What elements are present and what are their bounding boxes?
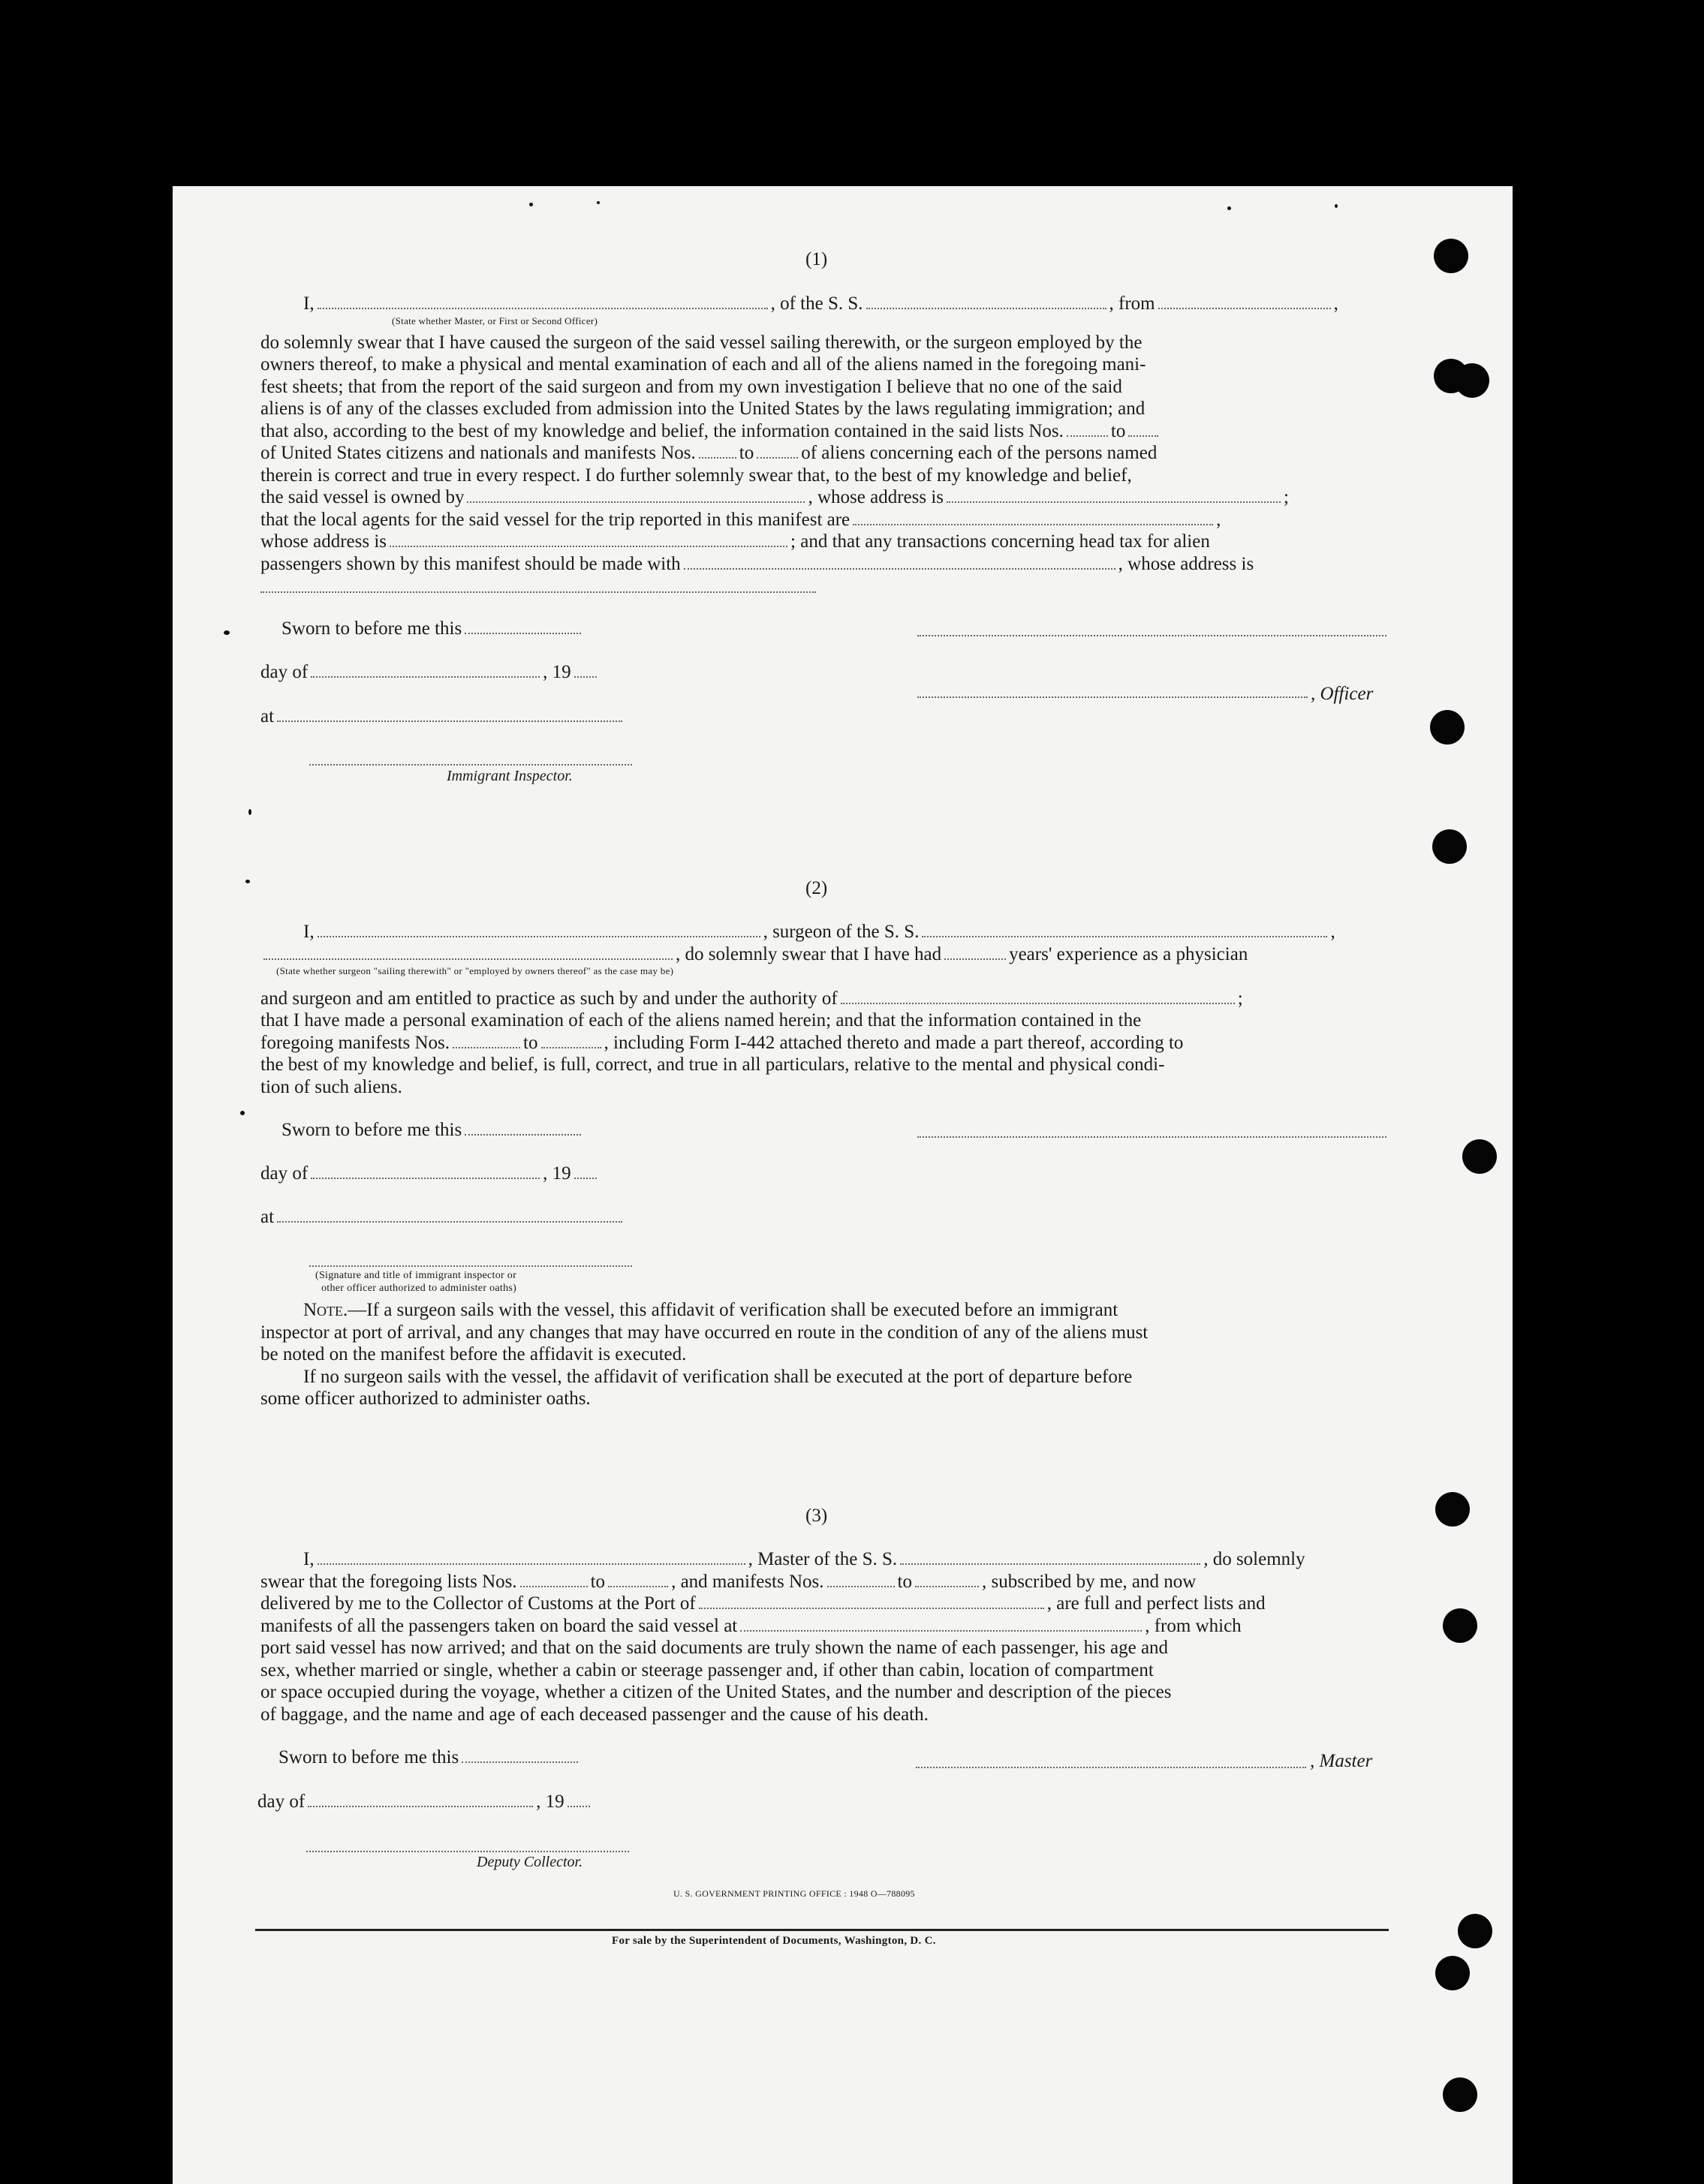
section-1-number: (1) xyxy=(805,249,828,269)
blank-line xyxy=(467,501,805,503)
blank-line xyxy=(922,936,1327,937)
punch-hole xyxy=(1443,2077,1477,2112)
blank-line xyxy=(900,1563,1200,1565)
section-2-number: (2) xyxy=(805,878,828,898)
blank-line xyxy=(567,1806,590,1807)
s1-at-text: at xyxy=(260,706,275,726)
s1-body-3: fest sheets; that from the report of the said surgeon and from my own investigation I believe that no one of the said xyxy=(260,377,1122,397)
s3-line-3 xyxy=(260,1593,1266,1615)
s3-line-2 xyxy=(260,1571,1196,1593)
blank-line xyxy=(462,1761,578,1763)
s2-at xyxy=(260,1206,625,1229)
blank-line xyxy=(263,958,673,960)
s2-line-4: that I have made a personal examination of each of the aliens named herein; and that the information contained in the xyxy=(260,1010,1142,1030)
blank-line xyxy=(915,1586,979,1587)
blank-line xyxy=(520,1586,588,1587)
blank-line xyxy=(277,720,622,722)
blank-line xyxy=(757,457,798,459)
blank-line xyxy=(390,546,787,547)
s1-r11a: passengers shown by this manifest should be made with xyxy=(260,554,681,574)
s3-line-7: or space occupied during the voyage, whether a citizen of the United States, and the number and description of the pieces xyxy=(260,1682,1172,1702)
s2-dayof: day of xyxy=(260,1163,309,1184)
s2-r3b: ; xyxy=(1237,988,1243,1009)
note-label: Note. xyxy=(303,1300,348,1320)
s1-body-8 xyxy=(260,486,1289,509)
s1-body-2: owners thereof, to make a physical and mental examination of each and all of the aliens named in the foregoing mani- xyxy=(260,354,1146,375)
s1-body-1: do solemnly swear that I have caused the surgeon of the said vessel sailing therewith, or the surgeon employed by the xyxy=(260,332,1143,353)
blank-line xyxy=(453,1047,520,1048)
blank-line xyxy=(699,457,736,459)
inspector-signature-line xyxy=(309,1265,632,1267)
master-signature-line xyxy=(916,1767,1306,1768)
s3-i: I, xyxy=(303,1549,315,1569)
s2-swear: , do solemnly swear that I have had xyxy=(676,944,942,964)
speck xyxy=(1335,204,1338,208)
blank-line xyxy=(1158,308,1331,309)
s2-sworn-text: Sworn to before me this xyxy=(281,1120,462,1140)
s3-dayof: day of xyxy=(257,1791,306,1812)
s2-line-1 xyxy=(303,921,1335,943)
s1-r6c: of aliens concerning each of the persons named xyxy=(801,443,1158,463)
s2-sworn xyxy=(281,1119,584,1142)
footer-rule xyxy=(255,1929,1389,1931)
s3-master-of: , Master of the S. S. xyxy=(748,1549,898,1569)
s3-line-4 xyxy=(260,1615,1242,1638)
s1-day xyxy=(260,661,600,684)
s2-note-5: some officer authorized to administer oaths. xyxy=(260,1388,591,1409)
s3-master-label: , Master xyxy=(1310,1751,1373,1771)
s2-r3a: and surgeon and am entitled to practice as such by and under the authority of xyxy=(260,988,838,1009)
s1-r9b: , xyxy=(1216,510,1221,530)
s3-r3b: , are full and perfect lists and xyxy=(1046,1593,1266,1614)
blank-line xyxy=(318,936,760,937)
s3-line-5: port said vessel has now arrived; and that on the said documents are truly shown the name of each passenger, his age and xyxy=(260,1638,1169,1658)
blank-line xyxy=(944,958,1006,960)
s1-body-9 xyxy=(260,509,1221,531)
s3-line-1 xyxy=(303,1548,1305,1571)
blank-line xyxy=(841,1003,1235,1004)
punch-hole xyxy=(1434,239,1468,273)
speck xyxy=(240,1111,245,1115)
blank-line xyxy=(541,1047,601,1048)
blank-line xyxy=(308,1806,533,1807)
s1-of-ss: , of the S. S. xyxy=(770,293,863,314)
s1-sworn xyxy=(281,618,584,640)
s3-r2b: to xyxy=(590,1572,606,1592)
blank-line xyxy=(827,1586,895,1587)
s2-r5b: to xyxy=(523,1033,538,1053)
s3-19: , 19 xyxy=(536,1791,564,1812)
s2-at-text: at xyxy=(260,1207,275,1227)
s3-r2e: , subscribed by me, and now xyxy=(981,1572,1197,1592)
gpo-imprint: U. S. GOVERNMENT PRINTING OFFICE : 1948 O—788095 xyxy=(673,1888,915,1899)
officer-signature-line xyxy=(917,635,1386,636)
s1-body-5 xyxy=(260,420,1161,443)
s3-do-sol: , do solemnly xyxy=(1203,1549,1305,1569)
s2-r5a: foregoing manifests Nos. xyxy=(260,1033,450,1053)
blank-line xyxy=(311,1178,540,1179)
s2-line-3 xyxy=(260,988,1243,1010)
blank-line xyxy=(260,591,816,593)
s2-surgeon: , surgeon of the S. S. xyxy=(763,922,920,942)
s1-from: , from xyxy=(1109,293,1155,314)
s1-r8c: ; xyxy=(1284,487,1289,507)
blank-line xyxy=(277,1221,622,1223)
s1-inspector-label: Immigrant Inspector. xyxy=(447,768,573,784)
s3-r2c: , and manifests Nos. xyxy=(671,1572,824,1592)
s1-i: I, xyxy=(303,293,315,314)
s1-body-5-text: that also, according to the best of my knowledge and belief, the information contained in the said lists Nos. xyxy=(260,421,1064,441)
blank-line xyxy=(866,308,1106,309)
punch-hole xyxy=(1435,1956,1470,1990)
s3-r2d: to xyxy=(897,1572,912,1592)
speck xyxy=(224,630,230,635)
s3-sworn-text: Sworn to before me this xyxy=(278,1747,459,1767)
blank-line xyxy=(947,501,1281,503)
speck xyxy=(529,203,533,206)
s1-officer-note: (State whether Master, or First or Second Officer) xyxy=(392,315,598,326)
blank-line xyxy=(1128,435,1158,437)
s1-r8a: the said vessel is owned by xyxy=(260,487,465,507)
s1-body-11 xyxy=(260,553,1254,576)
s2-line-2 xyxy=(260,943,1248,966)
s1-body-7: therein is correct and true in every respect. I do further solemnly swear that, to the best of my knowledge and belief, xyxy=(260,465,1132,486)
blank-line xyxy=(740,1630,1142,1632)
speck xyxy=(597,201,600,204)
s1-at xyxy=(260,705,625,728)
blank-line xyxy=(318,1563,745,1565)
s2-note-2: inspector at port of arrival, and any changes that may have occurred en route in the condition of any of the aliens must xyxy=(260,1322,1149,1343)
s2-note-3: be noted on the manifest before the affidavit is executed. xyxy=(260,1344,687,1364)
punch-hole xyxy=(1430,710,1465,745)
blank-line xyxy=(853,524,1213,525)
s1-r10b: ; and that any transactions concerning head tax for alien xyxy=(790,531,1210,552)
speck xyxy=(248,809,251,815)
s2-years: years' experience as a physician xyxy=(1009,944,1248,964)
s1-officer-label: , Officer xyxy=(1311,684,1374,704)
surgeon-signature-line xyxy=(917,1136,1386,1138)
s1-r9a: that the local agents for the said vessel for the trip reported in this manifest are xyxy=(260,510,850,530)
s1-line-i xyxy=(303,293,1338,315)
punch-hole xyxy=(1432,829,1467,864)
s2-note-1 xyxy=(303,1299,1118,1322)
form-page xyxy=(173,186,1513,2184)
s2-line-5 xyxy=(260,1032,1183,1054)
punch-hole xyxy=(1455,363,1489,398)
speck xyxy=(245,880,250,883)
s2-line-7: tion of such aliens. xyxy=(260,1077,402,1097)
s1-to: to xyxy=(1110,421,1126,441)
s2-19: , 19 xyxy=(543,1163,571,1184)
punch-hole xyxy=(1458,1914,1492,1948)
s3-day xyxy=(257,1791,593,1813)
punch-hole xyxy=(1462,1139,1497,1174)
s3-r4a: manifests of all the passengers taken on board the said vessel at xyxy=(260,1616,738,1636)
punch-hole xyxy=(1435,1492,1470,1527)
s2-surgeon-note: (State whether surgeon "sailing therewith" or "employed by owners thereof" as the case may be) xyxy=(276,965,674,976)
s2-sig-note-2: other officer authorized to administer oaths) xyxy=(321,1283,517,1294)
s1-dayof: day of xyxy=(260,662,309,682)
s3-r4b: , from which xyxy=(1145,1616,1242,1636)
blank-line xyxy=(608,1586,668,1587)
s1-sworn-text: Sworn to before me this xyxy=(281,618,462,639)
s2-i: I, xyxy=(303,922,315,942)
blank-line xyxy=(465,633,581,634)
note-text-1: —If a surgeon sails with the vessel, this affidavit of verification shall be executed before an immigrant xyxy=(348,1300,1118,1320)
s1-19: , 19 xyxy=(543,662,571,682)
officer-signature-line xyxy=(917,696,1308,698)
s3-line-6: sex, whether married or single, whether a cabin or steerage passenger and, if other than cabin, location of compartment xyxy=(260,1660,1154,1680)
s3-r3a: delivered by me to the Collector of Customs at the Port of xyxy=(260,1593,696,1614)
s2-note-4: If no surgeon sails with the vessel, the affidavit of verification shall be executed at the port of departure before xyxy=(303,1367,1133,1387)
blank-line xyxy=(574,676,597,678)
s2-r5c: , including Form I-442 attached thereto and made a part thereof, according to xyxy=(604,1033,1184,1053)
speck xyxy=(1227,206,1231,210)
comma: , xyxy=(1330,922,1335,942)
blank-line xyxy=(684,568,1115,570)
s1-r6a: of United States citizens and nationals and manifests Nos. xyxy=(260,443,696,463)
blank-line xyxy=(1067,435,1108,437)
s1-r10a: whose address is xyxy=(260,531,387,552)
s2-sig-note-1: (Signature and title of immigrant inspector or xyxy=(315,1270,517,1281)
s1-body-6 xyxy=(260,442,1157,465)
section-3-number: (3) xyxy=(805,1506,828,1526)
s1-r6b: to xyxy=(739,443,754,463)
punch-hole xyxy=(1443,1608,1477,1643)
s1-r8b: , whose address is xyxy=(808,487,944,507)
s3-sworn xyxy=(278,1746,581,1769)
s3-line-8: of baggage, and the name and age of each deceased passenger and the cause of his death. xyxy=(260,1704,929,1725)
s3-r2a: swear that the foregoing lists Nos. xyxy=(260,1572,517,1592)
s1-body-10 xyxy=(260,531,1210,553)
s2-day xyxy=(260,1163,600,1185)
comma: , xyxy=(1333,293,1338,314)
s1-r11b: , whose address is xyxy=(1118,554,1254,574)
s1-body-4: aliens is of any of the classes excluded from admission into the United States by the laws regulating immigration; and xyxy=(260,399,1146,419)
blank-line xyxy=(318,308,768,309)
s3-deputy-label: Deputy Collector. xyxy=(477,1854,583,1870)
s2-line-6: the best of my knowledge and belief, is full, correct, and true in all particulars, relative to the mental and physical condi- xyxy=(260,1054,1165,1075)
footer-sale-text: For sale by the Superintendent of Documents, Washington, D. C. xyxy=(612,1935,936,1947)
blank-line xyxy=(574,1178,597,1179)
blank-line xyxy=(699,1608,1044,1609)
blank-line xyxy=(311,676,540,678)
blank-line xyxy=(465,1134,581,1136)
